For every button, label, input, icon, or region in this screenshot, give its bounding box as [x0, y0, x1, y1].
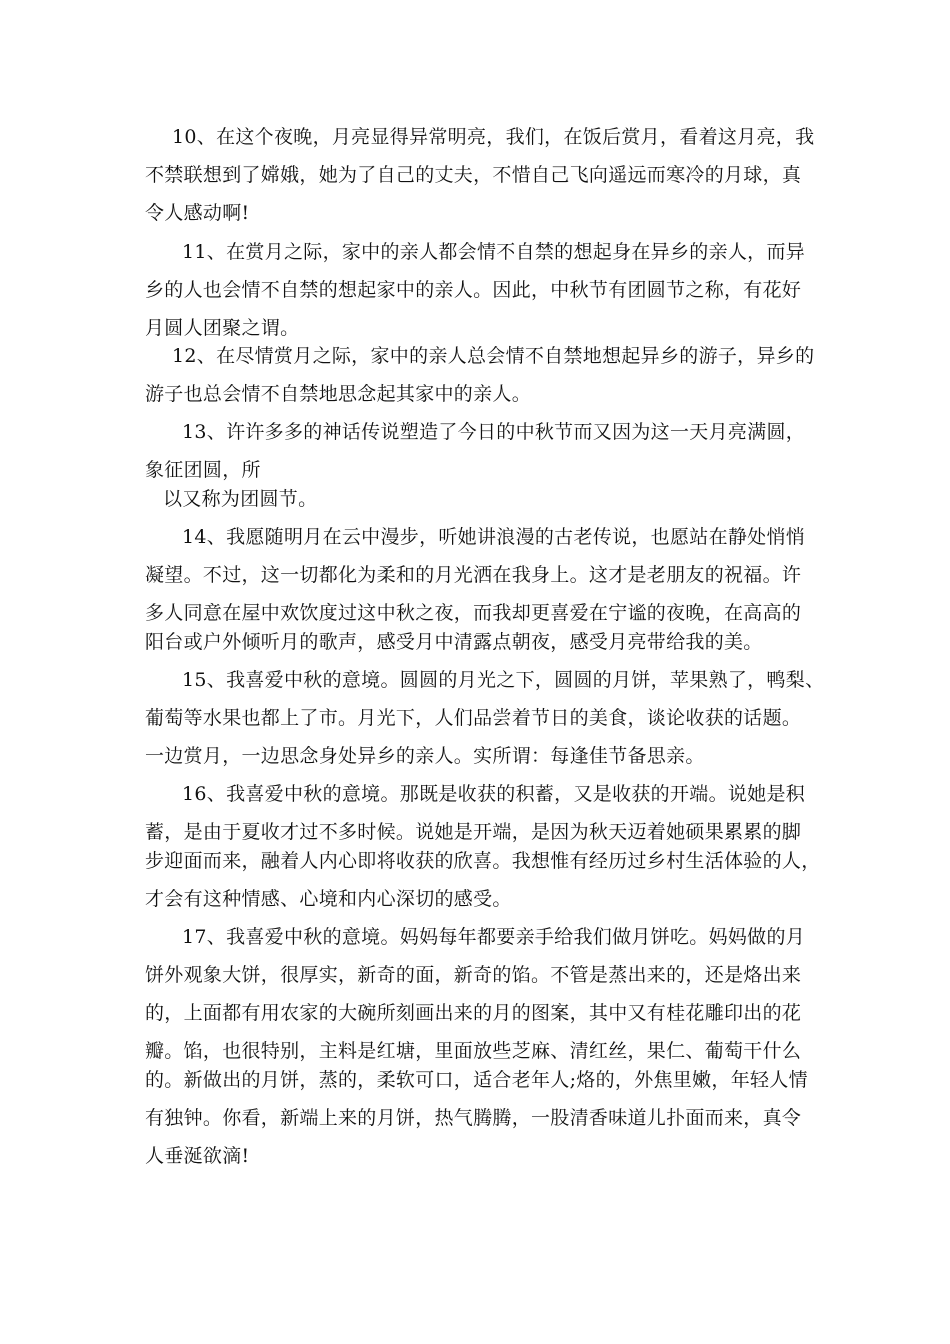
text-line: 多人同意在屋中欢饮度过这中秋之夜，而我却更喜爱在宁谧的夜晚，在高高的 — [145, 602, 802, 624]
text-line: 一边赏月，一边思念身处异乡的亲人。实所谓：每逢佳节备思亲。 — [145, 745, 705, 767]
text-line: 12、在尽情赏月之际，家中的亲人总会情不自禁地想起异乡的游子，异乡的 — [172, 345, 815, 367]
text-line: 15、我喜爱中秋的意境。圆圆的月光之下，圆圆的月饼，苹果熟了，鸭梨、 — [182, 669, 825, 691]
text-line: 步迎面而来，融着人内心即将收获的欣喜。我想惟有经历过乡村生活体验的人， — [145, 850, 821, 872]
text-line: 凝望。不过，这一切都化为柔和的月光洒在我身上。这才是老朋友的祝福。许 — [145, 564, 802, 586]
text-line: 以又称为团圆节。 — [163, 488, 318, 510]
text-line: 16、我喜爱中秋的意境。那既是收获的积蓄，又是收获的开端。说她是积 — [182, 783, 806, 805]
text-line: 阳台或户外倾听月的歌声，感受月中清露点朝夜，感受月亮带给我的美。 — [145, 631, 763, 653]
text-line: 瓣。馅，也很特别，主料是红塘，里面放些芝麻、清红丝，果仁、葡萄干什么 — [145, 1040, 802, 1062]
text-line: 人垂涎欲滴! — [145, 1145, 250, 1167]
text-line: 令人感动啊! — [145, 202, 250, 224]
text-line: 乡的人也会情不自禁的想起家中的亲人。因此，中秋节有团圆节之称，有花好 — [145, 279, 802, 301]
text-line: 月圆人团聚之谓。 — [145, 317, 300, 339]
text-line: 蓄，是由于夏收才过不多时候。说她是开端，是因为秋天迈着她硕果累累的脚 — [145, 821, 802, 843]
text-line: 有独钟。你看，新端上来的月饼，热气腾腾，一股清香味道儿扑面而来，真令 — [145, 1107, 802, 1129]
text-line: 才会有这种情感、心境和内心深切的感受。 — [145, 888, 512, 910]
text-line: 13、许许多多的神话传说塑造了今日的中秋节而又因为这一天月亮满圆， — [182, 421, 806, 443]
text-line: 17、我喜爱中秋的意境。妈妈每年都要亲手给我们做月饼吃。妈妈做的月 — [182, 926, 806, 948]
text-line: 饼外观象大饼，很厚实，新奇的面，新奇的馅。不管是蒸出来的，还是烙出来 — [145, 964, 802, 986]
text-line: 的，上面都有用农家的大碗所刻画出来的月的图案，其中又有桂花雕印出的花 — [145, 1002, 802, 1024]
text-line: 不禁联想到了嫦娥，她为了自己的丈夫，不惜自己飞向遥远而寒冷的月球，真 — [145, 164, 802, 186]
text-line: 10、在这个夜晚，月亮显得异常明亮，我们，在饭后赏月，看着这月亮，我 — [172, 126, 815, 148]
text-line: 14、我愿随明月在云中漫步，听她讲浪漫的古老传说，也愿站在静处悄悄 — [182, 526, 806, 548]
text-line: 葡萄等水果也都上了市。月光下，人们品尝着节日的美食，谈论收获的话题。 — [145, 707, 802, 729]
text-line: 游子也总会情不自禁地思念起其家中的亲人。 — [145, 383, 532, 405]
text-line: 11、在赏月之际，家中的亲人都会情不自禁的想起身在异乡的亲人，而异 — [182, 241, 806, 263]
text-line: 象征团圆，所 — [145, 459, 261, 481]
text-line: 的。新做出的月饼，蒸的，柔软可口，适合老年人;烙的，外焦里嫩，年轻人情 — [145, 1069, 808, 1091]
